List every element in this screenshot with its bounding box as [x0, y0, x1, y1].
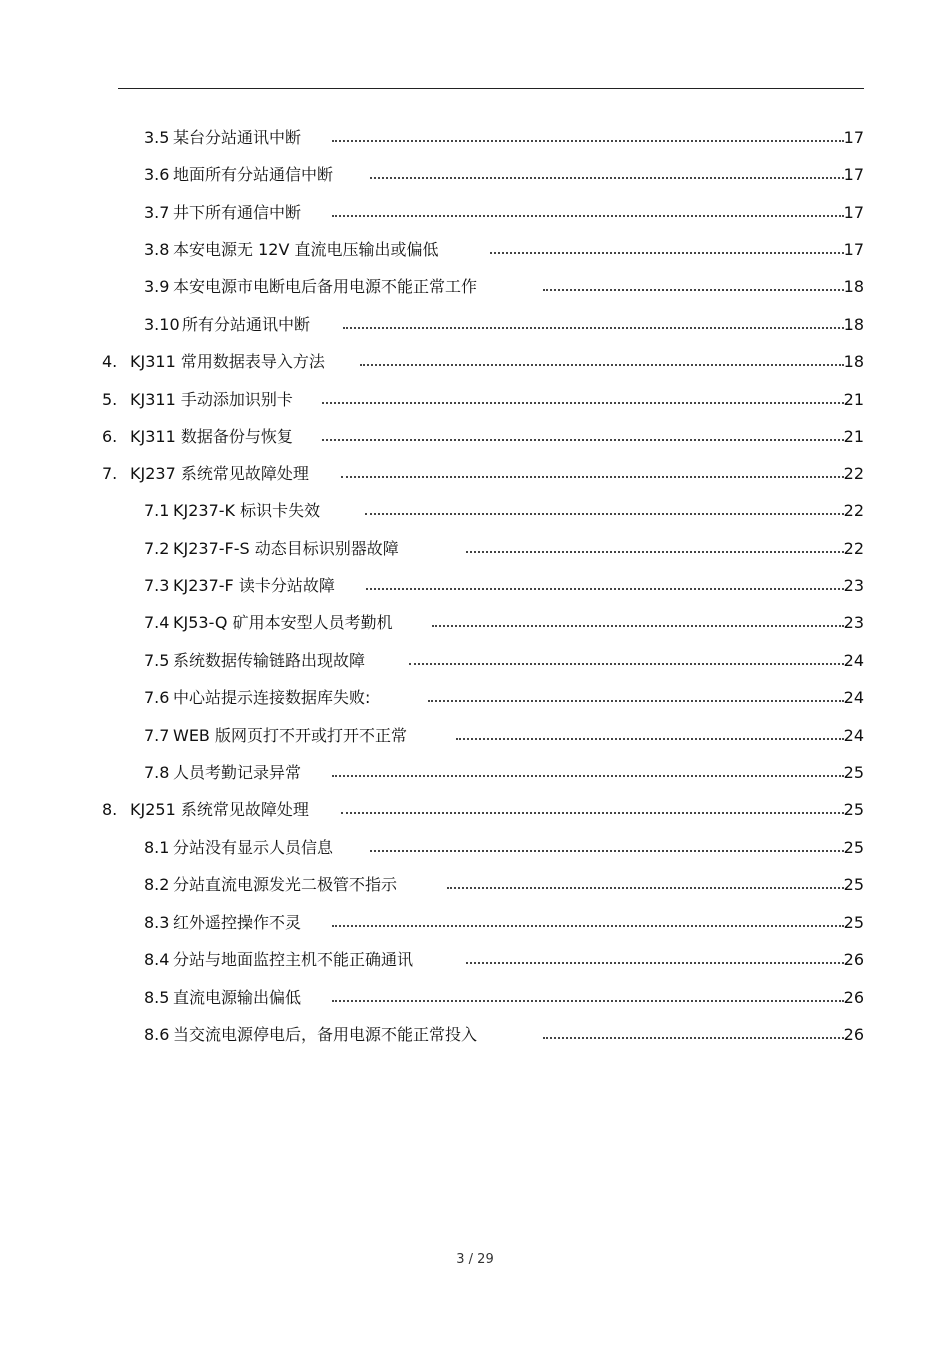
- toc-entry-page: 23: [843, 576, 864, 595]
- toc-entry[interactable]: [0, 612, 950, 634]
- toc-entry-title: WEB 版网页打不开或打开不正常: [173, 726, 407, 745]
- toc-leader-dots: [341, 476, 844, 478]
- toc-leader-dots: [456, 738, 844, 740]
- toc-entry-page: 26: [843, 988, 864, 1007]
- toc-entry-page: 18: [843, 277, 864, 296]
- toc-entry[interactable]: [0, 650, 950, 672]
- toc-leader-dots: [322, 439, 844, 441]
- toc-entry-title: KJ311 数据备份与恢复: [130, 427, 293, 446]
- toc-entry[interactable]: [0, 164, 950, 186]
- toc-entry[interactable]: [0, 912, 950, 934]
- toc-leader-dots: [332, 925, 844, 927]
- toc-leader-dots: [490, 252, 844, 254]
- toc-entry-title: 所有分站通讯中断: [182, 315, 311, 334]
- toc-leader-dots: [370, 850, 844, 852]
- toc-entry[interactable]: [0, 725, 950, 747]
- toc-entry-number: 8.5: [144, 988, 170, 1007]
- toc-entry-number: 8.1: [144, 838, 170, 857]
- toc-entry[interactable]: [0, 239, 950, 261]
- toc-leader-dots: [466, 551, 844, 553]
- toc-entry-page: 24: [843, 651, 864, 670]
- toc-entry-title: 红外遥控操作不灵: [173, 913, 302, 932]
- toc-entry-title: KJ311 常用数据表导入方法: [130, 352, 325, 371]
- toc-entry[interactable]: [0, 314, 950, 336]
- toc-leader-dots: [365, 513, 844, 515]
- toc-leader-dots: [543, 289, 844, 291]
- toc-entry[interactable]: [0, 575, 950, 597]
- toc-entry-title: 当交流电源停电后，备用电源不能正常投入: [173, 1025, 478, 1044]
- toc-entry-number: 6.: [102, 427, 118, 446]
- toc-leader-dots: [432, 625, 844, 627]
- toc-entry[interactable]: [0, 987, 950, 1009]
- toc-entry-page: 22: [843, 464, 864, 483]
- toc-leader-dots: [428, 700, 844, 702]
- toc-entry-number: 7.7: [144, 726, 170, 745]
- toc-leader-dots: [447, 887, 844, 889]
- toc-entry-number: 7.2: [144, 539, 170, 558]
- toc-leader-dots: [332, 1000, 844, 1002]
- toc-entry-title: KJ251 系统常见故障处理: [130, 800, 309, 819]
- toc-entry-page: 17: [843, 165, 864, 184]
- toc-leader-dots: [466, 962, 844, 964]
- toc-leader-dots: [341, 812, 844, 814]
- toc-entry-page: 18: [843, 315, 864, 334]
- toc-entry-title: 系统数据传输链路出现故障: [173, 651, 366, 670]
- toc-entry-number: 3.8: [144, 240, 170, 259]
- toc-entry-page: 21: [843, 390, 864, 409]
- toc-leader-dots: [409, 663, 844, 665]
- toc-entry-title: KJ237-K 标识卡失效: [173, 501, 321, 520]
- toc-entry[interactable]: [0, 426, 950, 448]
- toc-entry-title: 分站没有显示人员信息: [173, 838, 334, 857]
- toc-entry-number: 7.: [102, 464, 118, 483]
- toc-leader-dots: [360, 364, 844, 366]
- toc-entry[interactable]: [0, 202, 950, 224]
- toc-entry-number: 3.5: [144, 128, 170, 147]
- toc-entry-page: 22: [843, 501, 864, 520]
- toc-entry-page: 25: [843, 838, 864, 857]
- toc-entry-number: 8.4: [144, 950, 170, 969]
- toc-entry[interactable]: [0, 463, 950, 485]
- toc-entry-page: 25: [843, 875, 864, 894]
- toc-entry[interactable]: [0, 276, 950, 298]
- toc-entry-page: 26: [843, 1025, 864, 1044]
- toc-entry-title: 分站与地面监控主机不能正确通讯: [173, 950, 414, 969]
- toc-entry-number: 4.: [102, 352, 118, 371]
- toc-entry[interactable]: [0, 687, 950, 709]
- toc-entry-number: 7.5: [144, 651, 170, 670]
- toc-entry-page: 22: [843, 539, 864, 558]
- toc-leader-dots: [366, 588, 844, 590]
- toc-entry-page: 24: [843, 726, 864, 745]
- toc-entry-title: KJ311 手动添加识别卡: [130, 390, 293, 409]
- toc-entry-page: 26: [843, 950, 864, 969]
- toc-entry-number: 7.8: [144, 763, 170, 782]
- toc-leader-dots: [370, 177, 844, 179]
- toc-entry-page: 17: [843, 128, 864, 147]
- toc-entry-number: 3.10: [144, 315, 180, 334]
- toc-leader-dots: [343, 327, 844, 329]
- toc-entry-title: KJ237 系统常见故障处理: [130, 464, 309, 483]
- toc-entry[interactable]: [0, 762, 950, 784]
- toc-leader-dots: [332, 775, 844, 777]
- toc-entry[interactable]: [0, 538, 950, 560]
- toc-entry[interactable]: [0, 127, 950, 149]
- toc-entry-number: 7.3: [144, 576, 170, 595]
- toc-entry-page: 21: [843, 427, 864, 446]
- toc-entry-page: 23: [843, 613, 864, 632]
- toc-entry-number: 7.6: [144, 688, 170, 707]
- toc-entry-title: 中心站提示连接数据库失败:: [173, 688, 371, 707]
- toc-entry[interactable]: [0, 837, 950, 859]
- toc-entry-page: 18: [843, 352, 864, 371]
- toc-entry[interactable]: [0, 500, 950, 522]
- toc-entry-title: 本安电源无 12V 直流电压输出或偏低: [173, 240, 439, 259]
- toc-entry-page: 25: [843, 763, 864, 782]
- toc-entry-number: 7.4: [144, 613, 170, 632]
- toc-entry-title: 分站直流电源发光二极管不指示: [173, 875, 398, 894]
- toc-entry-title: 某台分站通讯中断: [173, 128, 302, 147]
- toc-entry-page: 25: [843, 800, 864, 819]
- toc-entry[interactable]: [0, 949, 950, 971]
- page-indicator: 3 / 29: [456, 1252, 494, 1267]
- toc-entry-number: 3.7: [144, 203, 170, 222]
- toc-entry-page: 25: [843, 913, 864, 932]
- toc-entry-title: KJ237-F-S 动态目标识别器故障: [173, 539, 399, 558]
- toc-entry-number: 8.2: [144, 875, 170, 894]
- toc-entry-title: KJ237-F 读卡分站故障: [173, 576, 335, 595]
- toc-entry-number: 3.6: [144, 165, 170, 184]
- toc-leader-dots: [322, 402, 844, 404]
- toc-entry-title: 人员考勤记录异常: [173, 763, 302, 782]
- toc-leader-dots: [332, 140, 844, 142]
- toc-entry-page: 17: [843, 240, 864, 259]
- toc-entry-title: 直流电源输出偏低: [173, 988, 302, 1007]
- toc-entry[interactable]: [0, 1024, 950, 1046]
- toc-entry-number: 8.6: [144, 1025, 170, 1044]
- header-rule: [118, 88, 864, 89]
- toc-entry-title: KJ53-Q 矿用本安型人员考勤机: [173, 613, 393, 632]
- toc-entry-page: 17: [843, 203, 864, 222]
- toc-entry-number: 7.1: [144, 501, 170, 520]
- toc-entry-number: 8.: [102, 800, 118, 819]
- toc-entry[interactable]: [0, 799, 950, 821]
- toc-entry[interactable]: [0, 389, 950, 411]
- toc-entry-title: 地面所有分站通信中断: [173, 165, 334, 184]
- toc-entry[interactable]: [0, 351, 950, 373]
- toc-entry-title: 本安电源市电断电后备用电源不能正常工作: [173, 277, 478, 296]
- toc-entry-number: 8.3: [144, 913, 170, 932]
- toc-leader-dots: [332, 215, 844, 217]
- toc-entry[interactable]: [0, 874, 950, 896]
- toc-entry-title: 井下所有通信中断: [173, 203, 302, 222]
- toc-entry-number: 5.: [102, 390, 118, 409]
- toc-leader-dots: [543, 1037, 844, 1039]
- toc-entry-number: 3.9: [144, 277, 170, 296]
- toc-entry-page: 24: [843, 688, 864, 707]
